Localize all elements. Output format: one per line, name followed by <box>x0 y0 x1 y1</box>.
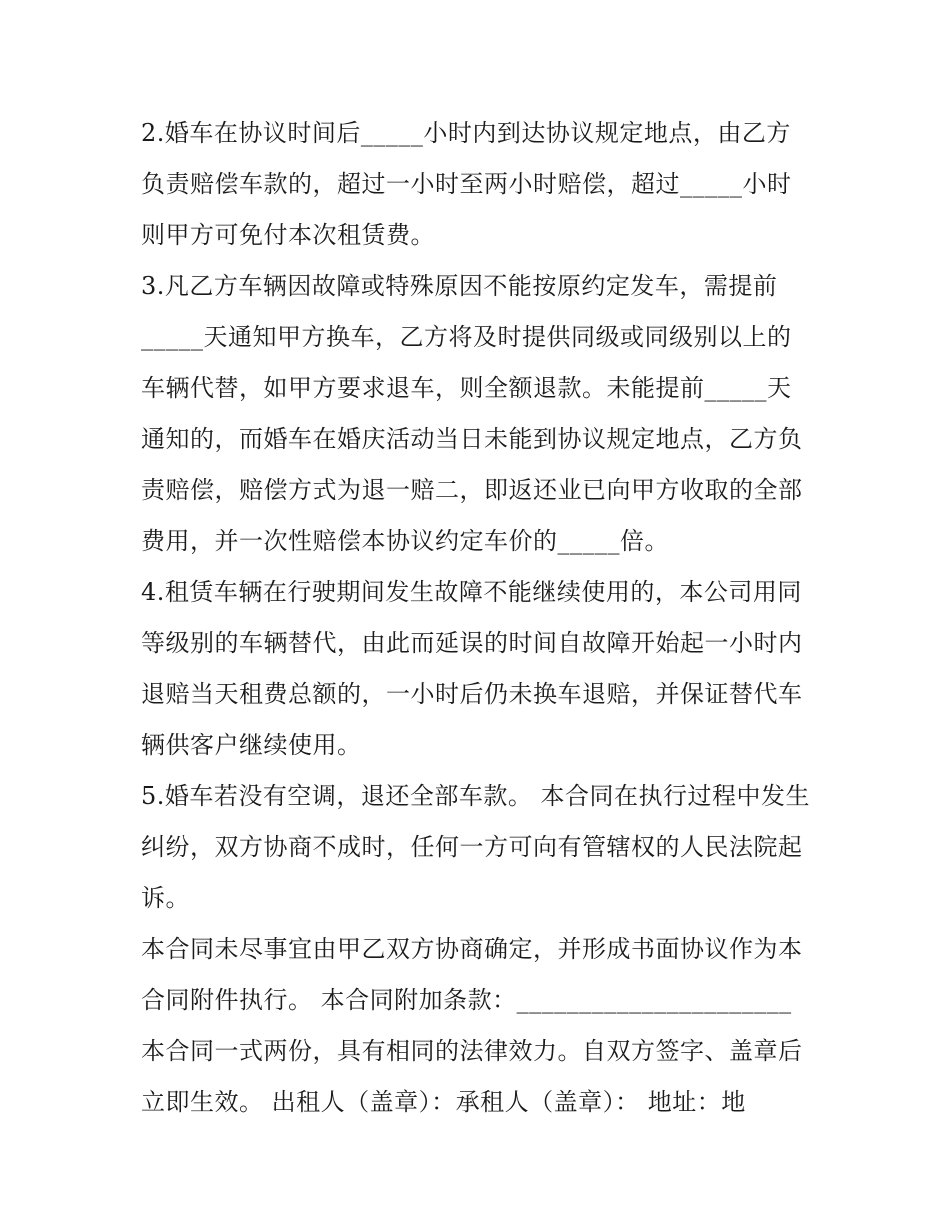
clause-3-line-6: 费用，并一次性赔偿本协议约定车价的_____倍。 <box>141 527 669 555</box>
clause-2-line-2: 负责赔偿车款的，超过一小时至两小时赔偿，超过_____小时 <box>141 170 792 198</box>
clause-2-line-1: 2.婚车在协议时间后_____小时内到达协议规定地点，由乙方 <box>141 119 791 147</box>
clause-3-line-3: 车辆代替，如甲方要求退车，则全额退款。未能提前_____天 <box>141 374 792 402</box>
clause-4-line-4: 辆供客户继续使用。 <box>141 731 362 759</box>
clause-3-line-4: 通知的，而婚车在婚庆活动当日未能到协议规定地点，乙方负 <box>141 425 803 453</box>
document-body <box>141 108 821 1128</box>
clause-2-line-3: 则甲方可免付本次租赁费。 <box>141 221 435 249</box>
clause-5-line-3: 诉。 <box>141 884 190 912</box>
clause-4-line-2: 等级别的车辆替代，由此而延误的时间自故障开始起一小时内 <box>141 629 803 657</box>
clause-5-line-2: 纠纷，双方协商不成时，任何一方可向有管辖权的人民法院起 <box>141 833 803 861</box>
misc-clause-line-2: 合同附件执行。 本合同附加条款：______________________ <box>141 986 792 1014</box>
misc-clause-line-1: 本合同未尽事宜由甲乙双方协商确定，并形成书面协议作为本 <box>141 935 803 963</box>
clause-3-line-1: 3.凡乙方车辆因故障或特殊原因不能按原约定发车，需提前 <box>141 272 778 300</box>
clause-4-line-3: 退赔当天租费总额的，一小时后仍未换车退赔，并保证替代车 <box>141 680 803 708</box>
effect-clause-line-2: 立即生效。 出租人（盖章）：承租人（盖章）： 地址：地 <box>141 1088 746 1116</box>
clause-5-line-1: 5.婚车若没有空调，退还全部车款。 本合同在执行过程中发生 <box>141 782 811 810</box>
clause-4-line-1: 4.租赁车辆在行驶期间发生故障不能继续使用的，本公司用同 <box>141 578 802 606</box>
clause-3-line-2: _____天通知甲方换车，乙方将及时提供同级或同级别以上的 <box>141 323 792 351</box>
clause-3-line-5: 责赔偿，赔偿方式为退一赔二，即返还业已向甲方收取的全部 <box>141 476 803 504</box>
effect-clause-line-1: 本合同一式两份，具有相同的法律效力。自双方签字、盖章后 <box>141 1037 803 1065</box>
